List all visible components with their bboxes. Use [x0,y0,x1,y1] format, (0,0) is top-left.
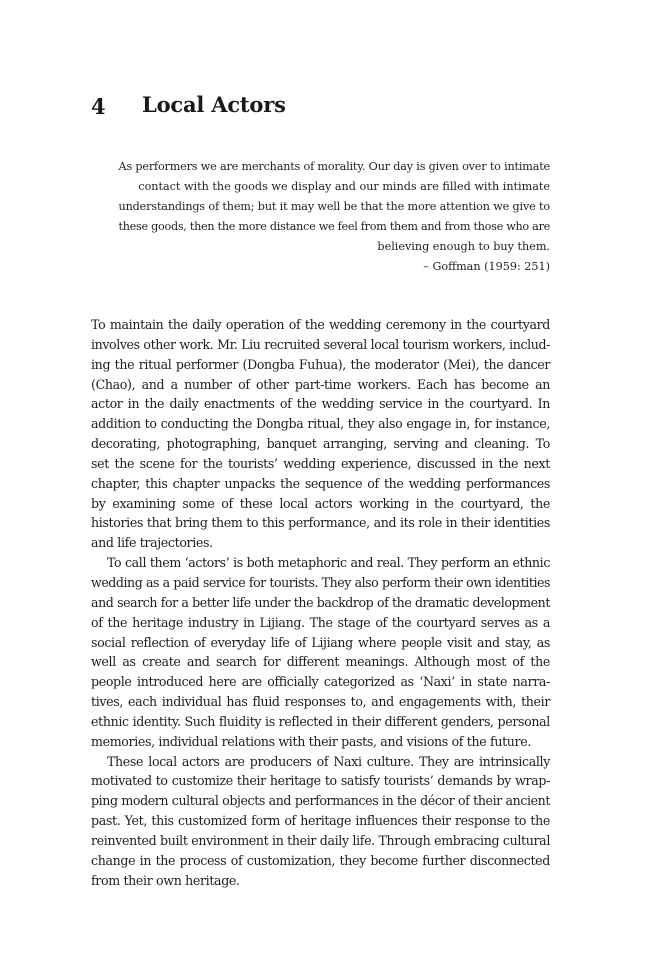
text-line: well as create and search for different meanings. Although most of the [91,654,550,670]
text-line: To maintain the daily operation of the wedding ceremony in the courtyard [91,317,550,332]
text-line: people introduced here are officially categorized as ‘Naxi’ in state narra- [91,674,550,690]
chapter-number: 4 [91,94,106,119]
text-line: To call them ‘actors’ is both metaphoric and real. They perform an ethnic [107,555,550,571]
epigraph-line: understandings of them; but it may well be that the more attention we give to [118,200,550,213]
paragraph-2 [91,553,550,751]
text-line: ping modern cultural objects and performances in the décor of their ancient [91,793,550,809]
paragraph-1 [91,315,550,553]
text-line: motivated to customize their heritage to satisfy tourists’ demands by wrap- [91,773,550,789]
chapter-title: Local Actors [142,92,286,117]
text-line: histories that bring them to this performance, and its role in their identities [91,515,550,531]
epigraph-line: believing enough to buy them. [377,240,550,253]
text-line: and search for a better life under the backdrop of the dramatic development [91,594,550,610]
text-line: tives, each individual has fluid responses to, and engagements with, their [91,694,550,710]
epigraph-attribution: – Goffman (1959: 251) [423,260,550,273]
text-line: reinvented built environment in their daily life. Through embracing cultural [91,832,550,848]
text-line: of the heritage industry in Lijiang. The stage of the courtyard serves as a [91,614,550,630]
chapter-heading [91,91,550,123]
text-line: by examining some of these local actors working in the courtyard, the [91,495,550,511]
epigraph [117,157,550,277]
text-line: involves other work. Mr. Liu recruited several local tourism workers, includ- [91,336,550,352]
text-line: social reflection of everyday life of Lijiang where people visit and stay, as [91,634,550,650]
epigraph-line: contact with the goods we display and our minds are filled with intimate [138,180,550,193]
text-line: decorating, photographing, banquet arranging, serving and cleaning. To [91,436,550,452]
paragraph-3 [91,752,550,891]
text-line: from their own heritage. [91,872,240,888]
text-line: past. Yet, this customized form of heritage influences their response to the [91,813,550,829]
text-line: ethnic identity. Such fluidity is reflected in their different genders, personal [91,713,550,729]
text-line: addition to conducting the Dongba ritual, they also engage in, for instance, [91,416,550,432]
text-line: wedding as a paid service for tourists. They also perform their own identities [91,574,550,590]
text-line: These local actors are producers of Naxi culture. They are intrinsically [107,753,550,769]
text-line: actor in the daily enactments of the wedding service in the courtyard. In [91,396,550,412]
text-line: and life trajectories. [91,535,213,551]
epigraph-line: these goods, then the more distance we feel from them and from those who are [118,220,550,233]
body-text [91,315,550,890]
text-line: memories, individual relations with their pasts, and visions of the future. [91,733,531,749]
text-line: ing the ritual performer (Dongba Fuhua), the moderator (Mei), the dancer [91,356,550,372]
epigraph-line: As performers we are merchants of morality. Our day is given over to intimate [118,160,550,173]
text-line: change in the process of customization, they become further disconnected [91,852,550,868]
text-line: chapter, this chapter unpacks the sequence of the wedding performances [91,475,550,491]
text-line: set the scene for the tourists’ wedding experience, discussed in the next [91,455,550,471]
text-line: (Chao), and a number of other part-time workers. Each has become an [91,376,550,392]
